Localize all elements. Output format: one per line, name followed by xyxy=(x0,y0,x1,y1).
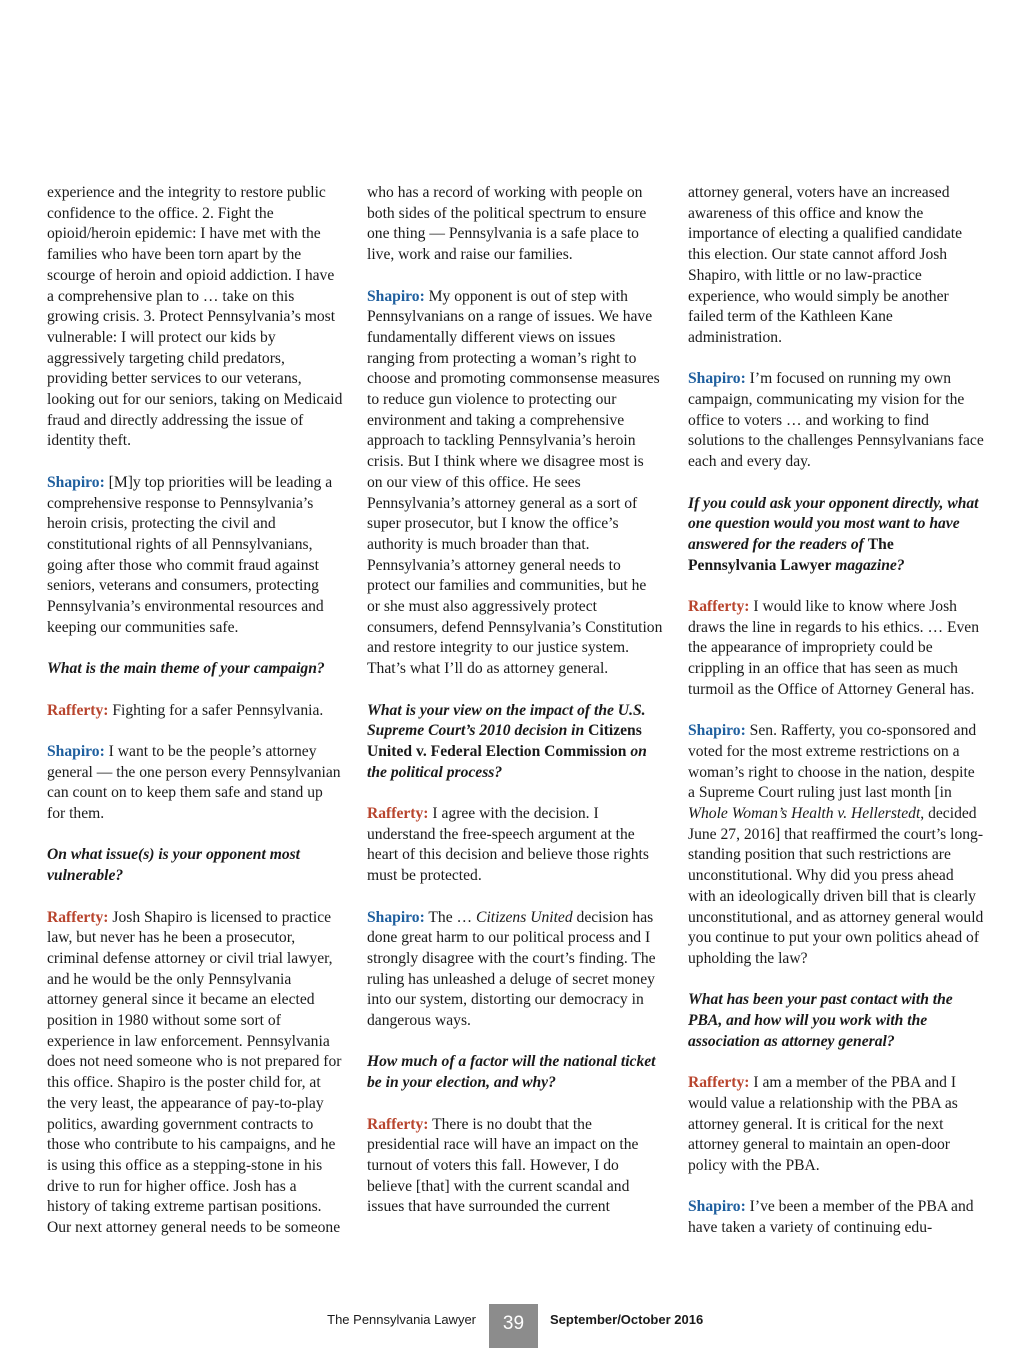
speaker-name: Shapiro: xyxy=(688,370,746,388)
speaker-name: Shapiro: xyxy=(688,1198,746,1216)
body-paragraph: experience and the integrity to restore public confidence to the office. 2. Fight the opioid/heroin epidemic: I have met with the families who have been torn apart by the scourge of heroin and opioid addiction. I have a comprehensive plan to … take on this growing crisis. 3. Protect Pennsylvania’s most vulnerable: I will protect our kids by aggressively targeting child predators, providing better services to our veterans, looking out for our seniors, taking on Medicaid fraud and directly addressing the issue of identity theft. xyxy=(47,184,343,450)
page-number: 39 xyxy=(489,1304,538,1348)
answer-text: [M]y top priorities will be leading a comprehensive response to Pennsylvania’s heroin crisis, protecting the civil and constitutional rights of all Pennsylvanians, going after those who commit fraud against seniors, veterans and consumers, protecting Pennsylvania’s environmental resources and keeping our communities safe. xyxy=(47,473,333,636)
question-text: on the political process? xyxy=(367,742,647,781)
interview-question: How much of a factor will the national ticket be in your election, and why? xyxy=(367,1053,656,1092)
answer-text: I want to be the people’s attorney general — the one person every Pennsylvanian can count on to keep them safe and stand up for them. xyxy=(47,742,341,823)
interview-question: On what issue(s) is your opponent most vulnerable? xyxy=(47,846,301,885)
case-title: Whole Woman’s Health v. Hellerstedt xyxy=(688,805,921,823)
answer-paragraph xyxy=(688,597,984,701)
answer-paragraph xyxy=(367,804,663,887)
answer-paragraph xyxy=(47,742,343,825)
answer-text: Sen. Rafferty, you co-sponsored and voted for the most extreme restrictions on a woman’s right to choose in the nation, despite a Supreme Court ruling just last month [in xyxy=(688,722,977,802)
issue-date: September/October 2016 xyxy=(550,1312,704,1327)
interview-question xyxy=(688,494,984,577)
body-paragraph: attorney general, voters have an increased awareness of this office and know the importance of electing a qualified candidate this election. Our state cannot afford Josh Shapiro, with little or no law-practice experience, who would simply be another failed term of the Kathleen Kane administration. xyxy=(688,184,963,346)
answer-text: I’m focused on running my own campaign, communicating my vision for the office to voters … and working to find solutions to the challenges Pennsylvanians face each and every day. xyxy=(688,370,984,471)
answer-paragraph xyxy=(367,908,663,1032)
text-column-1 xyxy=(47,183,343,1259)
answer-paragraph xyxy=(47,908,343,1239)
text-column-2 xyxy=(367,183,663,1239)
answer-text: There is no doubt that the presidential race will have an impact on the turnout of voters this fall. However, I do believe [that] with the current scandal and issues that have surrounded the current xyxy=(367,1115,639,1216)
text-column-3 xyxy=(688,183,984,1259)
speaker-name: Shapiro: xyxy=(688,722,746,740)
question-text: What is your view on the impact of the U.S. Supreme Court’s 2010 decision in xyxy=(367,701,646,740)
question-text: If you could ask your opponent directly, what one question would you most want to have answered for the readers of xyxy=(688,494,979,553)
answer-paragraph xyxy=(47,701,343,722)
body-paragraph: who has a record of working with people on both sides of the political spectrum to ensure one thing — Pennsylvania is a safe place to live, work and raise our families. xyxy=(367,184,647,264)
question-title-reference: The Pennsylvania Lawyer xyxy=(688,535,894,574)
question-title-reference: Citizens United v. Federal Election Commission xyxy=(367,722,642,760)
speaker-name: Rafferty: xyxy=(47,908,109,926)
question-text: magazine? xyxy=(831,556,905,574)
publication-name: The Pennsylvania Lawyer xyxy=(327,1312,476,1327)
speaker-name: Rafferty: xyxy=(688,598,750,616)
speaker-name: Shapiro: xyxy=(47,473,105,491)
answer-text: I agree with the decision. I understand the free-speech argument at the heart of this decision and believe those rights must be protected. xyxy=(367,805,649,885)
interview-question xyxy=(367,701,663,784)
interview-question: What is the main theme of your campaign? xyxy=(47,660,325,678)
answer-paragraph xyxy=(688,721,984,969)
answer-text: , decided June 27, 2016] that reaffirmed the court’s long-standing position that such restrictions are unconstitutional. Why did you press ahead with an ideologically driven bill that is clearly unconstitutional, and as attorney general would you continue to put your own politics ahead of upholding the law? xyxy=(688,805,984,967)
answer-text: My opponent is out of step with Pennsylvanians on a range of issues. We have fundamentally different views on issues ranging from protecting a woman’s right to choose and promoting commonsense measures to reduce gun violence to protecting our environment and taking a comprehensive approach to tackling Pennsylvania’s heroin crisis. But I think where we disagree most is on our view of this office. He sees Pennsylvania’s attorney general as a sort of super prosecutor, but I know the office’s authority is much broader than that. Pennsylvania’s attorney general needs to protect our families and communities, but he or she must also aggressively protect consumers, defend Pennsylvania’s Constitution and restore integrity to our justice system. That’s what I’ll do as attorney general. xyxy=(367,287,663,678)
speaker-name: Rafferty: xyxy=(47,701,109,719)
speaker-name: Rafferty: xyxy=(367,1115,429,1133)
speaker-name: Shapiro: xyxy=(367,287,425,305)
answer-text: I would like to know where Josh draws the line in regards to his ethics. … Even the appearance of impropriety could be crippling in an office that has seen as much turmoil as the Office of Attorney General has. xyxy=(688,598,980,698)
answer-text: Fighting for a safer Pennsylvania. xyxy=(108,701,324,719)
speaker-name: Shapiro: xyxy=(47,742,105,760)
page-footer xyxy=(0,1304,1024,1350)
answer-text: I’ve been a member of the PBA and have taken a variety of continuing edu- xyxy=(688,1198,974,1237)
speaker-name: Shapiro: xyxy=(367,908,425,926)
answer-text: Josh Shapiro is licensed to practice law, but never has he been a prosecutor, criminal defense attorney or civil trial lawyer, and he would be the only Pennsylvania attorney general since it became an elected position in 1980 without some sort of experience in law enforcement. Pennsylvania does not need someone who is not prepared for this office. Shapiro is the poster child for, at the very least, the appearance of pay-to-play politics, awarding government contracts to those who contribute to his campaigns, and he is using this office as a stepping-stone in his drive to run for higher office. Josh has a history of taking extreme partisan positions. Our next attorney general needs to be someone xyxy=(47,908,342,1237)
interview-question: What has been your past contact with the PBA, and how will you work with the association as attorney general? xyxy=(688,991,953,1050)
speaker-name: Rafferty: xyxy=(367,805,429,823)
answer-paragraph xyxy=(688,1197,984,1238)
answer-paragraph xyxy=(47,473,343,639)
answer-paragraph xyxy=(367,1115,663,1219)
answer-paragraph xyxy=(367,287,663,680)
case-title: Citizens United xyxy=(476,908,573,926)
answer-text: I am a member of the PBA and I would value a relationship with the PBA as attorney general. It is critical for the next attorney general to maintain an open-door policy with the PBA. xyxy=(688,1074,958,1174)
answer-text: The … xyxy=(424,908,477,926)
answer-text: decision has done great harm to our political process and I strongly disagree with the court’s finding. The ruling has unleashed a deluge of secret money into our system, distorting our democracy in dangerous ways. xyxy=(367,908,656,1030)
answer-paragraph xyxy=(688,1073,984,1177)
speaker-name: Rafferty: xyxy=(688,1074,750,1092)
answer-paragraph xyxy=(688,369,984,473)
